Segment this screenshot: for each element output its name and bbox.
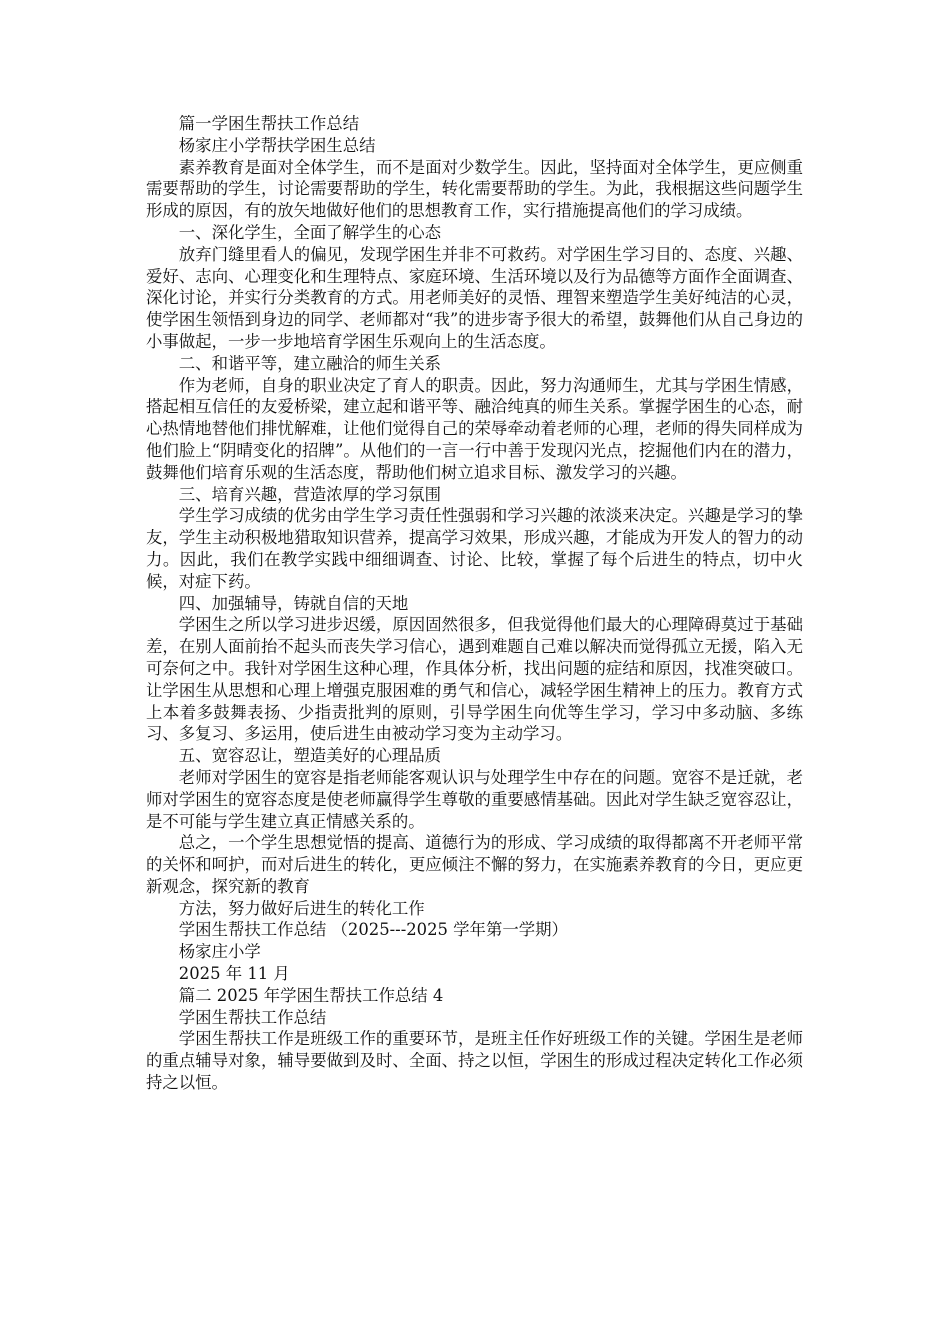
document-title-part-two: 篇二 2025 年学困生帮扶工作总结 4 — [178, 985, 444, 1005]
date-line: 2025 年 11 月 — [178, 964, 290, 984]
section-5-paragraph: 老师对学困生的宽容是指老师能客观认识与处理学生中存在的问题。宽容不是迁就，老师对学困生的宽容态度是使老师赢得学生尊敬的重要感情基础。因此对学生缺乏宽容忍让，是不可能与学生建立真正情感关系的。 — [146, 767, 803, 831]
section-heading-4: 四、加强辅导，铸就自信的天地 — [178, 593, 409, 613]
section-3-paragraph: 学生学习成绩的优劣由学生学习责任性强弱和学习兴趣的浓淡来决定。兴趣是学习的挚友，学生主动积极地猎取知识营养，提高学习效果，形成兴趣，才能成为开发人的智力的动力。因此，我们在教学实践中细细调查、讨论、比较，掌握了每个后进生的特点，切中火候，对症下药。 — [146, 506, 803, 591]
section-heading-5: 五、宽容忍让，塑造美好的心理品质 — [178, 746, 442, 766]
section-1-paragraph: 放弃门缝里看人的偏见，发现学困生并非不可救药。对学困生学习目的、态度、兴趣、爱好、志向、心理变化和生理特点、家庭环境、生活环境以及行为品德等方面作全面调查、深化讨论，并实行分类教育的方式。用老师美好的灵悟、理智来塑造学生美好纯洁的心灵，使学困生领悟到身边的同学、老师都对“我”的进步寄予很大的希望，鼓舞他们从自己身边的小事做起，一步一步地培育学困生乐观向上的生活态度。 — [146, 244, 803, 351]
part-two-subtitle: 学困生帮扶工作总结 — [178, 1007, 327, 1027]
part-two-paragraph: 学困生帮扶工作是班级工作的重要环节，是班主任作好班级工作的关键。学困生是老师的重点辅导对象，辅导要做到及时、全面、持之以恒，学困生的形成过程决定转化工作必须持之以恒。 — [146, 1029, 803, 1093]
section-heading-1: 一、深化学生，全面了解学生的心态 — [178, 222, 442, 242]
conclusion-paragraph: 总之，一个学生思想觉悟的提高、道德行为的形成、学习成绩的取得都离不开老师平常的关怀和呵护，而对后进生的转化，更应倾注不懈的努力，在实施素养教育的今日，更应更新观念，探究新的教育 — [146, 833, 803, 896]
document-title-part-one: 篇一学困生帮扶工作总结 — [178, 114, 360, 133]
section-heading-2: 二、和谐平等，建立融洽的师生关系 — [178, 353, 442, 373]
section-2-paragraph: 作为老师，自身的职业决定了育人的职责。因此，努力沟通师生，尤其与学困生情感，搭起相互信任的友爱桥梁，建立起和谐平等、融洽纯真的师生关系。掌握学困生的心态，耐心热情地替他们排忧解难，让他们觉得自己的荣辱牵动着老师的心理，老师的得失同样成为他们脸上“阴晴变化的招牌”。从他们的一言一行中善于发现闪光点，挖掘他们内在的潜力，鼓舞他们培育乐观的生活态度，帮助他们树立追求目标、激发学习的兴趣。 — [146, 375, 803, 482]
section-4-paragraph: 学困生之所以学习进步迟缓，原因固然很多，但我觉得他们最大的心理障碍莫过于基础差，在别人面前抬不起头而丧失学习信心，遇到难题自己难以解决而觉得孤立无援，陷入无可奈何之中。我针对学困生这种心理，作具体分析，找出问题的症结和原因，找准突破口。让学困生从思想和心理上增强克服困难的勇气和信心，减轻学困生精神上的压力。教育方式上本着多鼓舞表扬、少指责批判的原则，引导学困生向优等生学习，学习中多动脑、多练习、多复习、多运用，使后进生由被动学习变为主动学习。 — [146, 615, 803, 744]
section-heading-3: 三、培育兴趣，营造浓厚的学习氛围 — [178, 484, 442, 504]
conclusion-continuation: 方法，努力做好后进生的转化工作 — [178, 898, 425, 918]
document-page — [146, 113, 803, 1094]
school-summary-title: 杨家庄小学帮扶学困生总结 — [178, 135, 376, 155]
school-name-line: 杨家庄小学 — [178, 942, 261, 962]
summary-term-line: 学困生帮扶工作总结 （2025---2025 学年第一学期） — [178, 920, 568, 940]
intro-paragraph: 素养教育是面对全体学生，而不是面对少数学生。因此，坚持面对全体学生，更应侧重需要帮助的学生，讨论需要帮助的学生，转化需要帮助的学生。为此，我根据这些问题学生形成的原因，有的放矢地做好他们的思想教育工作，实行措施提高他们的学习成绩。 — [146, 157, 803, 221]
